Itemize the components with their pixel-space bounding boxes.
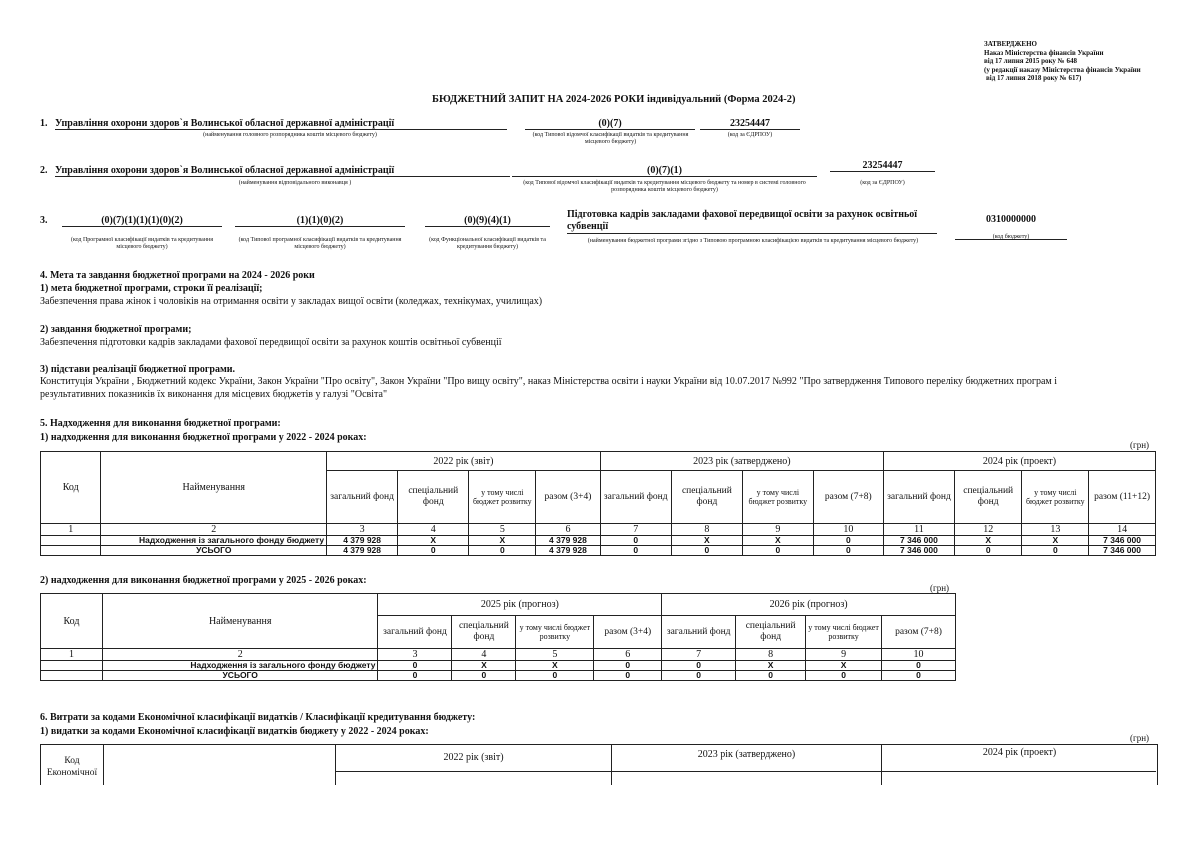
row-name: УСЬОГО bbox=[102, 671, 378, 681]
cell: X bbox=[398, 536, 469, 546]
table-row-total bbox=[41, 546, 1156, 556]
cell: 0 bbox=[378, 661, 452, 671]
s1-manager-name: Управління охорони здоров`я Волинської обласної державної адміністрації bbox=[55, 118, 507, 130]
cell: 0 bbox=[813, 536, 883, 546]
approval-line: Наказ Міністерства фінансів України bbox=[984, 48, 1104, 57]
cell: 0 bbox=[882, 671, 956, 681]
cell: 0 bbox=[600, 546, 671, 556]
s3-program-code-caption: (код Програмної класифікації видатків та кредитування місцевого бюджету) bbox=[70, 237, 214, 250]
cell: 0 bbox=[806, 671, 882, 681]
subcol-header: загальний фонд bbox=[378, 616, 452, 649]
column-number: 8 bbox=[736, 649, 806, 661]
col-code-header: Код bbox=[41, 594, 103, 649]
column-number: 9 bbox=[806, 649, 882, 661]
cell: 0 bbox=[452, 671, 516, 681]
s4-goal-title: 1) мета бюджетної програми, строки її реалізації; bbox=[40, 283, 263, 294]
cell: 0 bbox=[813, 546, 883, 556]
s6-table1-unit: (грн) bbox=[1130, 733, 1150, 743]
s2-number: 2. bbox=[40, 165, 48, 176]
year-group-header: 2022 рік (звіт) bbox=[443, 752, 504, 763]
subcol-header: разом (7+8) bbox=[882, 616, 956, 649]
row-code bbox=[41, 671, 103, 681]
row-name: Надходження із загального фонду бюджету bbox=[101, 536, 327, 546]
s1-department-code-caption: (код Типової відомчої класифікації видатків та кредитування місцевого бюджету) bbox=[532, 132, 689, 145]
s4-basis-text: результативних показників їх виконання для місцевих бюджетів у галузі "Освіта" bbox=[40, 389, 388, 400]
column-number: 10 bbox=[882, 649, 956, 661]
column-number: 6 bbox=[536, 524, 601, 536]
cell: 7 346 000 bbox=[1089, 536, 1156, 546]
year-group-header: 2023 рік (затверджено) bbox=[697, 749, 796, 760]
cell: 0 bbox=[736, 671, 806, 681]
cell: 0 bbox=[662, 661, 736, 671]
column-number: 6 bbox=[594, 649, 662, 661]
column-number: 11 bbox=[883, 524, 954, 536]
s5-receipts-table-2022-2024 bbox=[40, 451, 1156, 556]
subcol-header: загальний фонд bbox=[883, 471, 954, 524]
column-number: 2 bbox=[101, 524, 327, 536]
subcol-header: у тому числі бюджет розвитку bbox=[469, 471, 536, 524]
cell: X bbox=[806, 661, 882, 671]
s4-basis-title: 3) підстави реалізації бюджетної програми. bbox=[40, 364, 236, 375]
column-number: 12 bbox=[954, 524, 1021, 536]
s2-department-code-caption: (код Типової відомчої класифікації видатків та кредитування місцевого бюджету та номер в системі головного розпорядника коштів місцевого бюджету) bbox=[523, 180, 806, 193]
cell: 0 bbox=[398, 546, 469, 556]
year-group-header: 2023 рік (затверджено) bbox=[600, 452, 883, 471]
s3-functional-code-caption: (код Функціональної класифікації видатків та кредитування бюджету) bbox=[429, 237, 546, 250]
s6-col-code-header: Код Економічної bbox=[46, 756, 98, 778]
subcol-header: загальний фонд bbox=[600, 471, 671, 524]
table-row bbox=[41, 536, 1156, 546]
subcol-header: спеціальний фонд bbox=[954, 471, 1021, 524]
s4-goal-text: Забезпечення права жінок і чоловіків на отримання освіти у закладах вищої освіти (коледжах, технікумах, училищах) bbox=[40, 296, 543, 307]
s4-title: 4. Мета та завдання бюджетної програми на 2024 - 2026 роки bbox=[40, 270, 315, 281]
document-title: БЮДЖЕТНИЙ ЗАПИТ НА 2024-2026 РОКИ індивідуальний (Форма 2024-2) bbox=[432, 94, 796, 105]
approval-line: (у редакції наказу Міністерства фінансів України bbox=[984, 65, 1141, 74]
cell: 0 bbox=[743, 546, 814, 556]
cell: 4 379 928 bbox=[536, 536, 601, 546]
s4-basis-text: Конституція України , Бюджетний кодекс України, Закон України "Про освіту", Закон України "Про вищу освіту", наказ Міністерства освіти і науки України від 10.07.2017 №992 "Про затвердження Типового переліку бюджетних програм і bbox=[40, 376, 1057, 387]
subcol-header: спеціальний фонд bbox=[671, 471, 742, 524]
s1-edrpou-caption: (код за ЄДРПОУ) bbox=[727, 132, 773, 138]
s1-manager-caption: (найменування головного розпорядника коштів місцевого бюджету) bbox=[203, 132, 377, 138]
row-name: Надходження із загального фонду бюджету bbox=[102, 661, 378, 671]
approval-line: від 17 липня 2015 року № 648 bbox=[984, 57, 1077, 65]
s5-table1-title: 1) надходження для виконання бюджетної програми у 2022 - 2024 роках: bbox=[40, 432, 367, 443]
cell: 4 379 928 bbox=[327, 546, 398, 556]
column-number: 5 bbox=[516, 649, 594, 661]
subcol-header: разом (11+12) bbox=[1089, 471, 1156, 524]
cell: 7 346 000 bbox=[883, 536, 954, 546]
cell: 0 bbox=[671, 546, 742, 556]
s5-title: 5. Надходження для виконання бюджетної програми: bbox=[40, 418, 281, 429]
s3-program-code: (0)(7)(1)(1)(1)(0)(2) bbox=[62, 215, 222, 227]
subcol-header: у тому числі бюджет розвитку bbox=[806, 616, 882, 649]
subcol-header: спеціальний фонд bbox=[452, 616, 516, 649]
s6-table1-title: 1) видатки за кодами Економічної класифікації видатків бюджету у 2022 - 2024 роках: bbox=[40, 726, 429, 737]
column-number: 13 bbox=[1022, 524, 1089, 536]
column-number: 7 bbox=[600, 524, 671, 536]
cell: 4 379 928 bbox=[536, 546, 601, 556]
approval-block bbox=[984, 40, 1141, 83]
cell: 7 346 000 bbox=[883, 546, 954, 556]
cell: X bbox=[736, 661, 806, 671]
cell: 4 379 928 bbox=[327, 536, 398, 546]
cell: X bbox=[469, 536, 536, 546]
row-name: УСЬОГО bbox=[101, 546, 327, 556]
s6-table-header-bottom-line bbox=[335, 771, 1156, 772]
s6-title: 6. Витрати за кодами Економічної класифікації видатків / Класифікації кредитування бюджету: bbox=[40, 712, 476, 723]
s2-edrpou-caption: (код за ЄДРПОУ) bbox=[860, 180, 905, 186]
cell: 0 bbox=[882, 661, 956, 671]
row-code bbox=[41, 661, 103, 671]
column-number: 9 bbox=[743, 524, 814, 536]
s4-tasks-title: 2) завдання бюджетної програми; bbox=[40, 324, 192, 335]
column-number: 10 bbox=[813, 524, 883, 536]
s2-executor-name: Управління охорони здоров`я Волинської обласної державної адміністрації bbox=[55, 165, 510, 177]
cell: X bbox=[1022, 536, 1089, 546]
subcol-header: загальний фонд bbox=[327, 471, 398, 524]
s4-tasks-text: Забезпечення підготовки кадрів закладами фахової передвищої освіти за рахунок коштів освітньої субвенції bbox=[40, 337, 502, 348]
column-number: 3 bbox=[378, 649, 452, 661]
cell: 0 bbox=[378, 671, 452, 681]
subcol-header: разом (3+4) bbox=[594, 616, 662, 649]
subcol-header: спеціальний фонд bbox=[736, 616, 806, 649]
cell: X bbox=[743, 536, 814, 546]
subcol-header: разом (7+8) bbox=[813, 471, 883, 524]
s2-edrpou: 23254447 bbox=[830, 160, 935, 172]
s3-functional-code: (0)(9)(4)(1) bbox=[425, 215, 550, 227]
col-code-header: Код bbox=[41, 452, 101, 524]
subcol-header: загальний фонд bbox=[662, 616, 736, 649]
row-code bbox=[41, 546, 101, 556]
s2-executor-caption: (найменування відповідального виконавця ) bbox=[238, 180, 352, 186]
column-number: 1 bbox=[41, 649, 103, 661]
s5-table2-unit: (грн) bbox=[930, 583, 950, 593]
s5-table2-title: 2) надходження для виконання бюджетної програми у 2025 - 2026 роках: bbox=[40, 575, 367, 586]
column-number: 5 bbox=[469, 524, 536, 536]
column-number: 4 bbox=[398, 524, 469, 536]
subcol-header: разом (3+4) bbox=[536, 471, 601, 524]
year-group-header: 2024 рік (проект) bbox=[982, 747, 1057, 758]
s1-department-code: (0)(7) bbox=[525, 118, 695, 130]
s3-budget-code: 0310000000 bbox=[955, 214, 1067, 240]
cell: 0 bbox=[594, 661, 662, 671]
column-number: 4 bbox=[452, 649, 516, 661]
subcol-header: у тому числі бюджет розвитку bbox=[516, 616, 594, 649]
cell: X bbox=[954, 536, 1021, 546]
s3-typical-code: (1)(1)(0)(2) bbox=[235, 215, 405, 227]
cell: 0 bbox=[516, 671, 594, 681]
approval-line: від 17 липня 2018 року № 617) bbox=[986, 74, 1082, 82]
s3-budget-code-caption: (код бюджету) bbox=[992, 234, 1030, 240]
cell: 0 bbox=[662, 671, 736, 681]
year-group-header: 2026 рік (прогноз) bbox=[662, 594, 956, 616]
s1-number: 1. bbox=[40, 118, 48, 129]
subcol-header: у тому числі бюджет розвитку bbox=[1022, 471, 1089, 524]
s1-edrpou: 23254447 bbox=[700, 118, 800, 130]
column-number: 2 bbox=[102, 649, 378, 661]
table-row bbox=[41, 661, 956, 671]
cell: X bbox=[452, 661, 516, 671]
subcol-header: спеціальний фонд bbox=[398, 471, 469, 524]
cell: X bbox=[516, 661, 594, 671]
year-group-header: 2022 рік (звіт) bbox=[327, 452, 601, 471]
s5-table1-unit: (грн) bbox=[1130, 440, 1150, 450]
approval-title: ЗАТВЕРДЖЕНО bbox=[984, 40, 1037, 48]
s5-receipts-table-2025-2026 bbox=[40, 593, 956, 681]
cell: X bbox=[671, 536, 742, 546]
s3-program-name: Підготовка кадрів закладами фахової передвищої освіти за рахунок освітньої субвенції bbox=[567, 209, 937, 234]
col-name-header: Найменування bbox=[101, 452, 327, 524]
cell: 7 346 000 bbox=[1089, 546, 1156, 556]
s3-typical-code-caption: (код Типової програмної класифікації видатків та кредитування місцевого бюджету) bbox=[238, 237, 402, 250]
s6-expenses-table bbox=[40, 744, 1158, 785]
s2-department-code: (0)(7)(1) bbox=[512, 165, 817, 177]
column-number: 1 bbox=[41, 524, 101, 536]
year-group-header: 2024 рік (проект) bbox=[883, 452, 1155, 471]
cell: 0 bbox=[954, 546, 1021, 556]
cell: 0 bbox=[469, 546, 536, 556]
column-number: 7 bbox=[662, 649, 736, 661]
column-number: 8 bbox=[671, 524, 742, 536]
year-group-header: 2025 рік (прогноз) bbox=[378, 594, 662, 616]
s3-number: 3. bbox=[40, 215, 48, 226]
cell: 0 bbox=[600, 536, 671, 546]
cell: 0 bbox=[594, 671, 662, 681]
s6-col-divider bbox=[103, 745, 104, 785]
s6-col-divider bbox=[335, 745, 336, 785]
cell: 0 bbox=[1022, 546, 1089, 556]
s3-program-name-caption: (найменування бюджетної програми згідно з Типовою програмною класифікацією видатків та кредитування місцевого бюджету) bbox=[587, 238, 919, 244]
subcol-header: у тому числі бюджет розвитку bbox=[743, 471, 814, 524]
column-number: 3 bbox=[327, 524, 398, 536]
table-row-total bbox=[41, 671, 956, 681]
row-code bbox=[41, 536, 101, 546]
column-number: 14 bbox=[1089, 524, 1156, 536]
col-name-header: Найменування bbox=[102, 594, 378, 649]
